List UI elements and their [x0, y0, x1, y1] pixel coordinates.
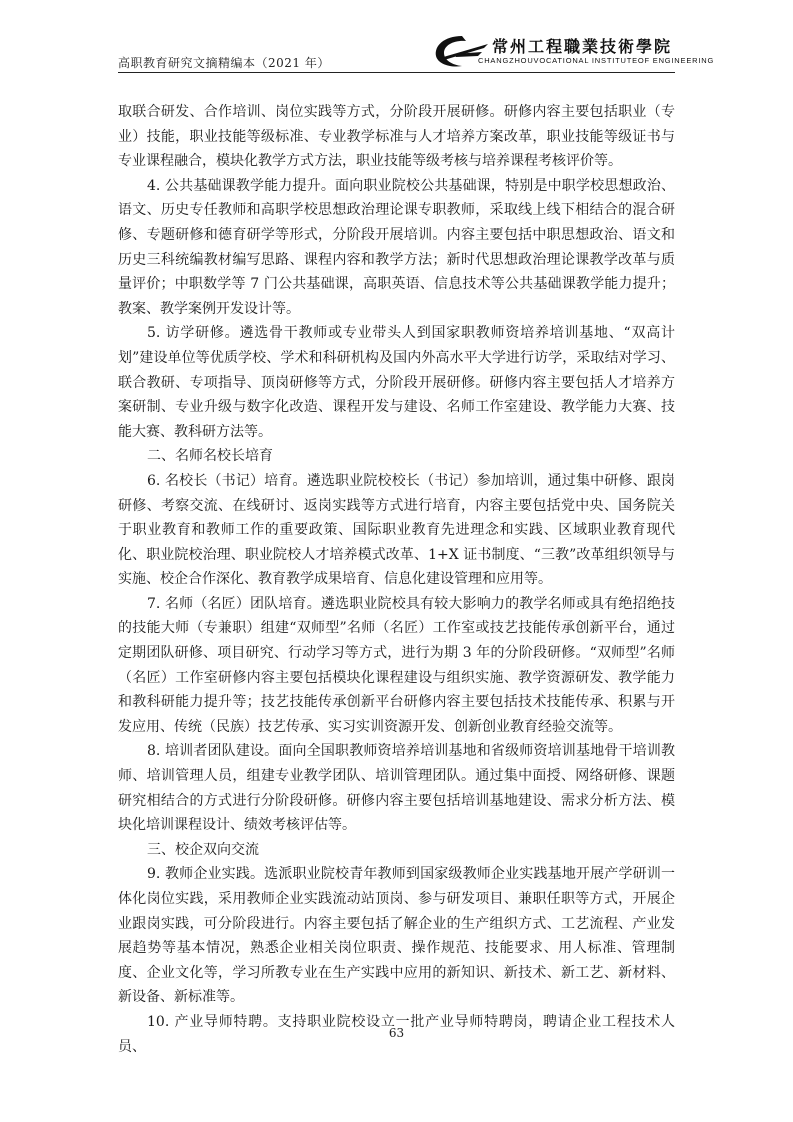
paragraph: 6. 名校长（书记）培育。遴选职业院校校长（书记）参加培训，通过集中研修、跟岗研修、考察交流、在线研讨、返岗实践等方式进行培育，内容主要包括党中央、国务院关于职业教育和教师工作的重要政策、国际职业教育先进理念和实践、区域职业教育现代化、职业院校治理、职业院校人才培养模式改革、1+X 证书制度、“三教”改革组织领导与实施、校企合作深化、教育教学成果培育、信息化建设管理和应用等。: [118, 472, 675, 588]
college-name-en: CHANGZHOUVOCATIONAL INSTITUTEOF ENGINEERING: [478, 56, 715, 65]
paragraph: 5. 访学研修。遴选骨干教师或专业带头人到国家职教师资培养培训基地、“双高计划”建设单位等优质学校、学术和科研机构及国内外高水平大学进行访学，采取结对学习、联合教研、专项指导、顶岗研修等方式，分阶段开展研修。研修内容主要包括人才培养方案研制、专业升级与数字化改造、课程开发与建设、名师工作室建设、教学能力大赛、技能大赛、教科研方法等。: [118, 325, 675, 440]
paragraph: 8. 培训者团队建设。面向全国职教师资培养培训基地和省级师资培训基地骨干培训教师、培训管理人员，组建专业教学团队、培训管理团队。通过集中面授、网络研修、课题研究相结合的方式进行分阶段研修。研修内容主要包括培训基地建设、需求分析方法、模块化培训课程设计、绩效考核评估等。: [118, 743, 675, 834]
section-heading: 二、名师名校长培育: [147, 448, 273, 465]
header-divider: [118, 72, 675, 73]
section-heading: 三、校企双向交流: [147, 841, 259, 858]
college-logo: [432, 30, 715, 74]
paragraph: 7. 名师（名匠）团队培育。遴选职业院校具有较大影响力的教学名师或具有绝招绝技的技能大师（专兼职）组建“双师型”名师（名匠）工作室或技艺技能传承创新平台，通过定期团队研修、项目研究、行动学习等方式，进行为期 3 年的分阶段研修。“双师型”名师（名匠）工作室研修内容主要包括模块化课程建设与组织实施、教学资源研发、教学能力和教科研能力提升等；技艺技能传承创新平台研修内容主要包括技术技能传承、积累与开发应用、传统（民族）技艺传承、实习实训资源开发、创新创业教育经验交流等。: [118, 595, 675, 735]
college-name-cn: 常州工程職業技術學院: [492, 37, 673, 56]
paragraph: 9. 教师企业实践。选派职业院校青年教师到国家级教师企业实践基地开展产学研训一体化岗位实践，采用教师企业实践流动站顶岗、参与研发项目、兼职任职等方式，开展企业跟岗实践，可分阶段进行。内容主要包括了解企业的生产组织方式、工艺流程、产业发展趋势等基本情况，熟悉企业相关岗位职责、操作规范、技能要求、用人标准、管理制度、企业文化等，学习所教专业在生产实践中应用的新知识、新技术、新工艺、新材料、新设备、新标准等。: [118, 866, 675, 1006]
paragraph: 取联合研发、合作培训、岗位实践等方式，分阶段开展研修。研修内容主要包括职业（专业）技能，职业技能等级标准、专业教学标准与人才培养方案改革，职业技能等级证书与专业课程融合，模块化教学方式方法，职业技能等级考核与培养课程考核评价等。: [118, 104, 675, 170]
page-body: [118, 100, 675, 1059]
paragraph: 4. 公共基础课教学能力提升。面向职业院校公共基础课，特别是中职学校思想政治、语文、历史专任教师和高职学校思想政治理论课专职教师，采取线上线下相结合的混合研修、专题研修和德育研学等形式，分阶段开展培训。内容主要包括中职思想政治、语文和历史三科统编教材编写思路、课程内容和教学方法；新时代思想政治理论课教学改革与质量评价；中职数学等 7 门公共基础课，高职英语、信息技术等公共基础课教学能力提升；教案、教学案例开发设计等。: [118, 177, 675, 317]
page-number: 63: [388, 1026, 405, 1040]
paragraph: 10. 产业导师特聘。支持职业院校设立一批产业导师特聘岗，聘请企业工程技术人员、: [118, 1013, 675, 1055]
book-title: 高职教育研究文摘精编本（2021 年）: [118, 56, 330, 70]
page-header: [118, 30, 715, 74]
